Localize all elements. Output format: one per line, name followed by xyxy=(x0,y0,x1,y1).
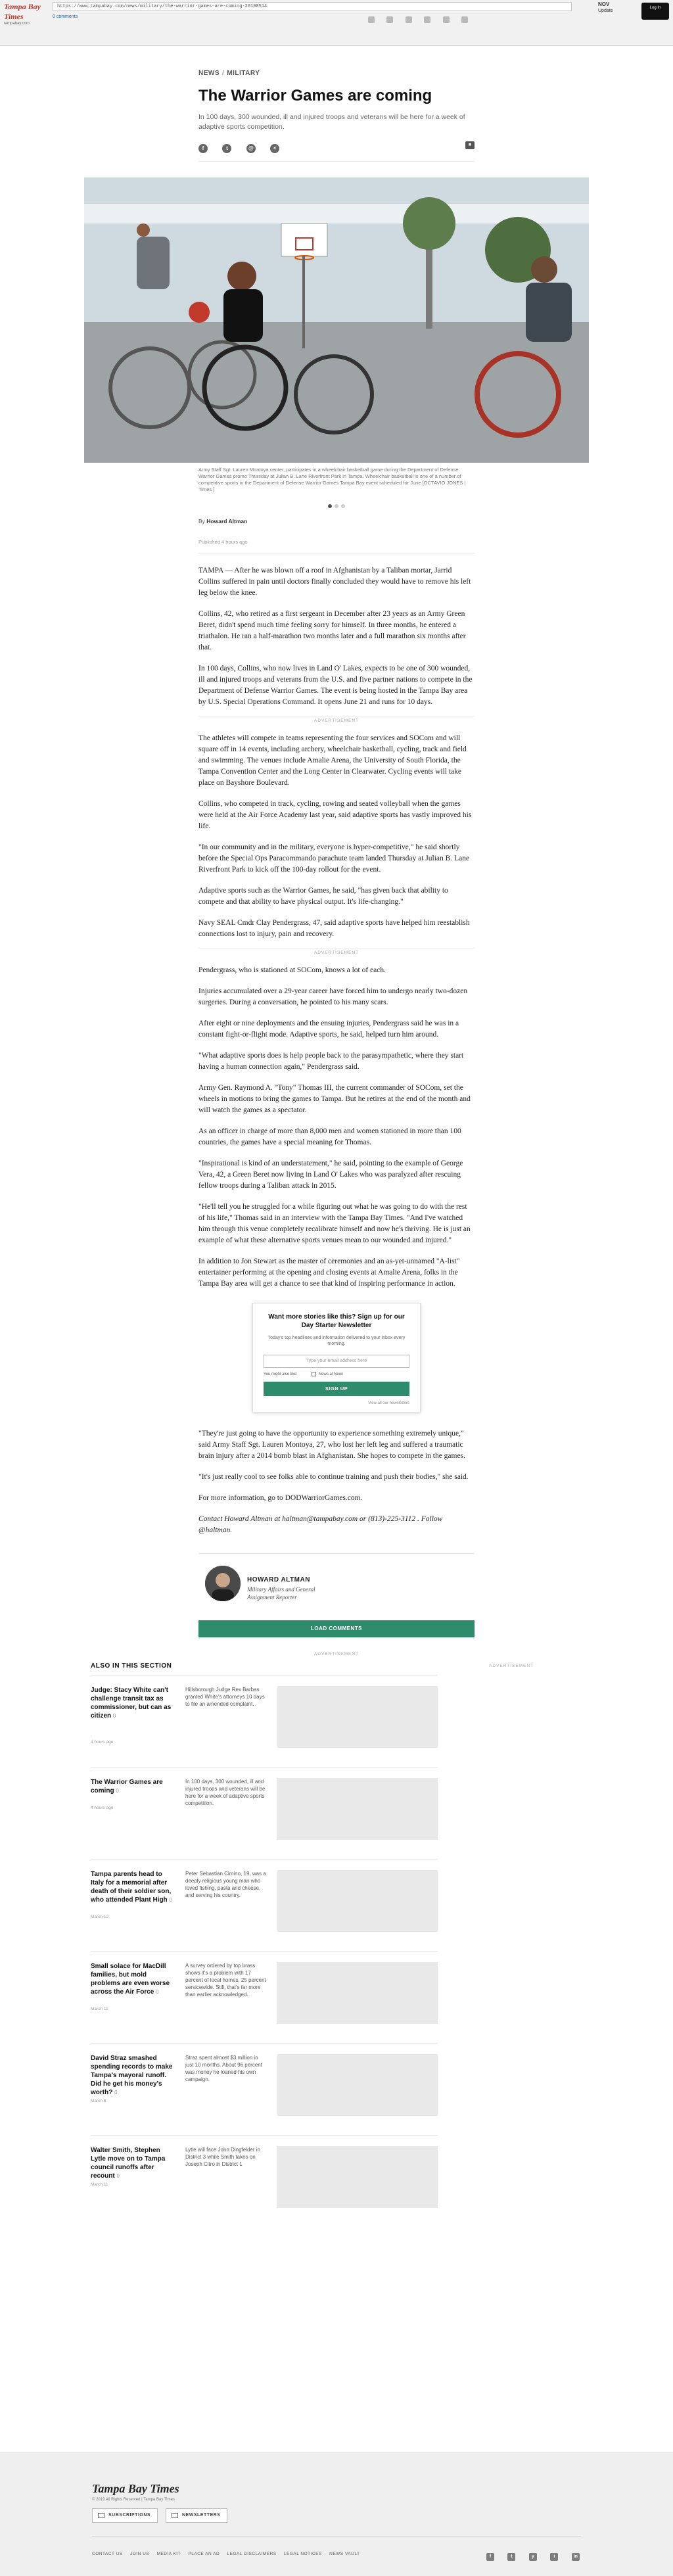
author-title: Military Affairs and General Assignment Reporter xyxy=(247,1586,315,1601)
load-comments-button[interactable]: LOAD COMMENTS xyxy=(198,1620,475,1637)
article-paragraph: Collins, who competed in track, cycling, rowing and seated volleyball when the games were held at the Air Force Academy last year, said adaptive sports has vastly improved his life. xyxy=(198,800,472,830)
youtube-icon[interactable]: y xyxy=(529,2553,537,2561)
story-thumbnail[interactable] xyxy=(277,1686,438,1748)
ad-label: ADVERTISEMENT xyxy=(198,948,475,955)
article-paragraph: For more information, go to DODWarriorGames.com. xyxy=(198,1494,363,1503)
story-date: 4 hours ago xyxy=(91,1806,114,1811)
story-summary: A survey ordered by top brass shows it's a problem with 17 percent of local homes, 25 percent servicewide. Still, that's far more than earlier acknowledged. xyxy=(185,1963,266,1998)
newsletter-option-label: News at Noon xyxy=(318,1372,344,1377)
view-newsletters-link[interactable]: View all our newsletters xyxy=(368,1401,409,1406)
weather-widget[interactable] xyxy=(598,1,638,14)
article-body xyxy=(198,565,475,1536)
gallery-dot[interactable] xyxy=(328,504,332,508)
share-icon[interactable] xyxy=(443,16,450,23)
story-date: March 12 xyxy=(91,1915,109,1920)
newsletter-subtitle: Today's top headlines and information delivered to your inbox every morning. xyxy=(267,1336,406,1346)
story-summary: Hillsborough Judge Rex Barbas granted White's attorneys 10 days to file an amended complaint. xyxy=(185,1687,265,1708)
breadcrumb-subsection[interactable]: MILITARY xyxy=(227,70,260,77)
list-item[interactable] xyxy=(91,1860,438,1952)
address-bar[interactable]: https://www.tampabay.com/news/military/the-warrior-games-are-coming-20190514 xyxy=(53,2,572,11)
footer-links xyxy=(92,2552,365,2556)
byline xyxy=(198,518,475,525)
story-summary: Lytle will face John Dingfelder in District 3 while Smith takes on Joseph Citro in District 1 xyxy=(185,2147,260,2168)
list-item[interactable] xyxy=(91,1675,438,1768)
subscriptions-button[interactable]: SUBSCRIPTIONS xyxy=(92,2508,158,2523)
article-paragraph: Pendergrass, who is stationed at SOCom, knows a lot of each. xyxy=(198,966,386,974)
footer-logo[interactable]: Tampa Bay Times xyxy=(92,2482,179,2495)
comments-link[interactable]: 0 comments xyxy=(53,14,78,19)
article-paragraph: TAMPA — After he was blown off a roof in Afghanistan by a Taliban mortar, Jarrid Collins suffered in pain until doctors finally concluded they would have to remove his left leg below the knee. xyxy=(198,567,471,597)
ad-label: ADVERTISEMENT xyxy=(198,716,475,723)
story-summary: In 100 days, 300 wounded, ill and injured troops and veterans will be here for a week of adaptive sports competition. xyxy=(185,1779,266,1807)
article-header xyxy=(198,70,475,162)
article-paragraph: Army Gen. Raymond A. "Tony" Thomas III, the current commander of SOCom, set the wheels in motions to bring the games to Tampa. But he retires at the end of the month and will watch the games as a spectator. xyxy=(198,1084,471,1114)
facebook-icon[interactable]: f xyxy=(198,144,208,153)
history-icon[interactable] xyxy=(386,16,393,23)
author-card xyxy=(198,1553,475,1614)
byline-prefix: By xyxy=(198,518,205,525)
article-paragraph: After eight or nine deployments and the ensuing injuries, Pendergrass said he was in a constant fight-or-flight mode. Adaptive sports, he said, helped turn him around. xyxy=(198,1019,459,1039)
gallery-dots xyxy=(0,500,673,506)
footer-link[interactable]: LEGAL DISCLAIMERS xyxy=(227,2552,277,2556)
comment-icon[interactable]: ■ xyxy=(465,141,475,149)
story-title[interactable]: David Straz smashed spending records to make Tampa's mayoral runoff. Did he get his money's worth? 0 xyxy=(91,2055,173,2097)
breadcrumb-section[interactable]: NEWS xyxy=(198,70,220,77)
list-item[interactable] xyxy=(91,2136,438,2228)
newsletters-button[interactable]: NEWSLETTERS xyxy=(166,2508,227,2523)
page-title: The Warrior Games are coming xyxy=(198,87,432,105)
newsletter-email-input[interactable]: Type your email address here xyxy=(264,1355,409,1368)
newsletter-signup xyxy=(252,1303,421,1413)
facebook-icon[interactable]: f xyxy=(486,2553,494,2561)
article-paragraph: "It's just really cool to see folks able to continue training and push their bodies," she said. xyxy=(198,1473,469,1482)
weather-line2: Update xyxy=(598,9,613,13)
footer-link[interactable]: MEDIA KIT xyxy=(156,2552,181,2556)
story-thumbnail[interactable] xyxy=(277,1870,438,1932)
story-date: March 8 xyxy=(91,2099,106,2104)
newsletter-options xyxy=(264,1372,409,1376)
mail-icon xyxy=(172,2513,178,2518)
article-paragraph: "In our community and in the military, everyone is hyper-competitive," he said shortly before the Special Ops Paracommando parachute team landed Thursday at Julian B. Lane Riverfront Park to kick off the 100-day rollout for the event. xyxy=(198,843,470,874)
photo-caption: Army Staff Sgt. Lauren Montoya center, participates in a wheelchair basketball game during the Department of Defense Warrior Games promo Thursday at Julian B. Lane Riverfront Park in Tampa. Wheelchair basketball is one of a number of competitive sports in the Department of Defense Warrior Games Tampa Bay event scheduled for June [OCTAVIO JONES | Times ] xyxy=(198,467,466,492)
story-thumbnail[interactable] xyxy=(277,2146,438,2208)
footer-link[interactable]: LEGAL NOTICES xyxy=(283,2552,322,2556)
list-item[interactable] xyxy=(91,1952,438,2044)
newsletter-also-label: You might also like: xyxy=(264,1372,298,1377)
story-title[interactable]: The Warrior Games are coming 0 xyxy=(91,1779,163,1795)
social-links xyxy=(476,2549,580,2561)
avatar[interactable] xyxy=(205,1566,241,1601)
story-title[interactable]: Small solace for MacDill families, but mold problems are even worse across the Air Force 0 xyxy=(91,1963,170,1996)
download-icon[interactable] xyxy=(406,16,412,23)
footer-link[interactable]: CONTACT US xyxy=(92,2552,123,2556)
footer-link[interactable]: JOIN US xyxy=(129,2552,150,2556)
article-paragraph: As an officer in charge of more than 8,000 men and women stationed in more than 100 countries, the games have a special meaning for Thomas. xyxy=(198,1127,461,1146)
twitter-icon[interactable]: t xyxy=(507,2553,515,2561)
share-icon[interactable]: < xyxy=(270,144,279,153)
author-name[interactable]: HOWARD ALTMAN xyxy=(247,1576,310,1584)
bookmark-icon[interactable] xyxy=(368,16,375,23)
article-paragraph: Injuries accumulated over a 29-year career have forced him to undergo nearly two-dozen surgeries. During a conversation, he pointed to his many scars. xyxy=(198,987,468,1006)
article-paragraph: Adaptive sports such as the Warrior Games, he said, "has given back that ability to compete and that ability to have physical output. It's life-changing." xyxy=(198,887,448,906)
menu-icon[interactable] xyxy=(461,16,468,23)
article-paragraph: "They're just going to have the opportunity to experience something extremely unique," said Army Staff Sgt. Lauren Montoya, 27, who lost her left leg and suffered a traumatic brain injury after a 2014 bomb blast in Afghanistan. She hopes to compete in the games. xyxy=(198,1430,465,1461)
story-thumbnail[interactable] xyxy=(277,2054,438,2116)
breadcrumb: NEWS / MILITARY xyxy=(198,70,260,77)
site-logo-mini[interactable] xyxy=(4,2,50,28)
article-paragraph: Navy SEAL Cmdr Clay Pendergrass, 47, said adaptive sports have helped him reestablish connections lost to injury, pain and recovery. xyxy=(198,919,470,938)
also-in-section xyxy=(91,1662,438,2228)
side-ad-label: ADVERTISEMENT xyxy=(489,1664,534,1669)
related-section xyxy=(0,1652,673,2188)
article-paragraph: The athletes will compete in teams representing the four services and SOCom and will square off in 14 events, including archery, wheelchair basketball, cycling, track and field and swimming. The venues include Amalie Arena, the University of South Florida, the Tampa Convention Center and the Long Center in Clearwater. Cycling events will take place on Bayshore Boulevard. xyxy=(198,734,467,787)
author-avatar-illustration xyxy=(205,1566,241,1601)
site-short-name: Tampa Bay Times xyxy=(4,2,41,21)
newsletter-title: Want more stories like this? Sign up for our Day Starter Newsletter xyxy=(268,1313,405,1329)
footer-link[interactable]: NEWS VAULT xyxy=(329,2552,360,2556)
story-thumbnail[interactable] xyxy=(277,1962,438,2024)
instagram-icon[interactable]: i xyxy=(550,2553,558,2561)
share-bar xyxy=(198,141,475,162)
story-title[interactable]: Walter Smith, Stephen Lytle move on to Tampa council runoffs after recount 0 xyxy=(91,2147,166,2180)
article-paragraph: "He'll tell you he struggled for a while figuring out what he was going to do with the rest of his life," Thomas said in an interview with the Tampa Bay Times. "And I've watched him through this venue completely recalibrate himself and now he's thriving. He is just an example of what these alternative sports venues mean to our wounded and injured." xyxy=(198,1203,471,1244)
article-paragraph: In addition to Jon Stewart as the master of ceremonies and an as-yet-unnamed "A-list" entertainer performing at the opening and closing events at Amalie Arena, folks in the Tampa Bay area will get a chance to see that kind of inspiring performance in action. xyxy=(198,1257,460,1288)
browser-chrome xyxy=(0,0,673,46)
gallery-dot[interactable] xyxy=(341,504,345,508)
subscriptions-icon xyxy=(98,2513,104,2518)
story-summary: Straz spent almost $3 million in just 10 months. About 96 percent was money he loaned his own campaign. xyxy=(185,2055,262,2083)
article-dek: In 100 days, 300 wounded, ill and injured troops and veterans will be here for a week of adaptive sports competition. xyxy=(198,113,465,131)
newsletter-checkbox[interactable] xyxy=(312,1372,316,1376)
story-thumbnail[interactable] xyxy=(277,1778,438,1840)
signup-button[interactable]: SIGN UP xyxy=(264,1382,409,1396)
gallery-dot[interactable] xyxy=(335,504,338,508)
story-title[interactable]: Tampa parents head to Italy for a memorial after death of their soldier son, who attended Plant High 0 xyxy=(91,1871,172,1904)
story-summary: Peter Sebastian Cimino, 19, was a deeply religious young man who loved fishing, pasta and cheese, and serving his country. xyxy=(185,1871,266,1899)
footer-link[interactable]: PLACE AN AD xyxy=(188,2552,220,2556)
weather-line1: NOV xyxy=(598,1,610,7)
extension-icon[interactable] xyxy=(424,16,430,23)
section-heading: ALSO IN THIS SECTION xyxy=(91,1662,438,1675)
email-icon[interactable]: @ xyxy=(246,144,256,153)
site-sub-name: tampabay.com xyxy=(4,22,30,26)
article-paragraph: "What adaptive sports does is help people back to the parasympathetic, where they start having a human connection again," Pendergrass said. xyxy=(198,1052,464,1071)
footer-copyright: © 2019 All Rights Reserved | Tampa Bay Times xyxy=(92,2498,175,2502)
story-title[interactable]: Judge: Stacy White can't challenge transit tax as commissioner, but can as citizen 0 xyxy=(91,1687,172,1720)
published-date: Published 4 hours ago xyxy=(198,539,248,545)
article-paragraph: "Inspirational is kind of an understatement," he said, pointing to the example of George Vera, 42, a Green Beret now living in Land O' Lakes who was paralyzed after rescuing fellow troops during a Taliban attack in 2015. xyxy=(198,1159,463,1190)
story-date: March 11 xyxy=(91,2007,108,2012)
story-date: 4 hours ago xyxy=(91,1740,114,1745)
article-paragraph: In 100 days, Collins, who now lives in Land O' Lakes, expects to be one of 300 wounded, ill and injured troops and veterans from the U.S. and five partner nations to compete in the Department of Defense Warrior Games. The event is being hosted in the Tampa Bay area by U.S. Special Operations Command. It opens June 21 and runs for 10 days. xyxy=(198,665,473,706)
byline-author[interactable]: Howard Altman xyxy=(206,518,248,525)
list-item[interactable] xyxy=(91,2044,438,2136)
ad-label: ADVERTISEMENT xyxy=(313,1652,360,1657)
basketball-scene-illustration xyxy=(84,177,589,463)
story-date: March 11 xyxy=(91,2182,108,2188)
hero-photo[interactable] xyxy=(84,177,589,463)
list-item[interactable] xyxy=(91,1768,438,1860)
twitter-icon[interactable]: t xyxy=(222,144,231,153)
article-contact: Contact Howard Altman at haltman@tampabay.com or (813)-225-3112 . Follow @haltman. xyxy=(198,1515,443,1535)
linkedin-icon[interactable]: in xyxy=(572,2553,580,2561)
article-body-wrap xyxy=(198,518,475,1637)
browser-toolbar xyxy=(368,14,565,26)
article-paragraph: Collins, 42, who retired as a first sergeant in December after 23 years as an Army Green Beret, didn't spend much time feeling sorry for himself. In three months, he entered a triathalon. He ran a half-marathon two months later and a full marathon six months after that. xyxy=(198,610,466,651)
site-footer xyxy=(0,2452,673,2576)
login-button[interactable]: Log In xyxy=(641,3,669,20)
